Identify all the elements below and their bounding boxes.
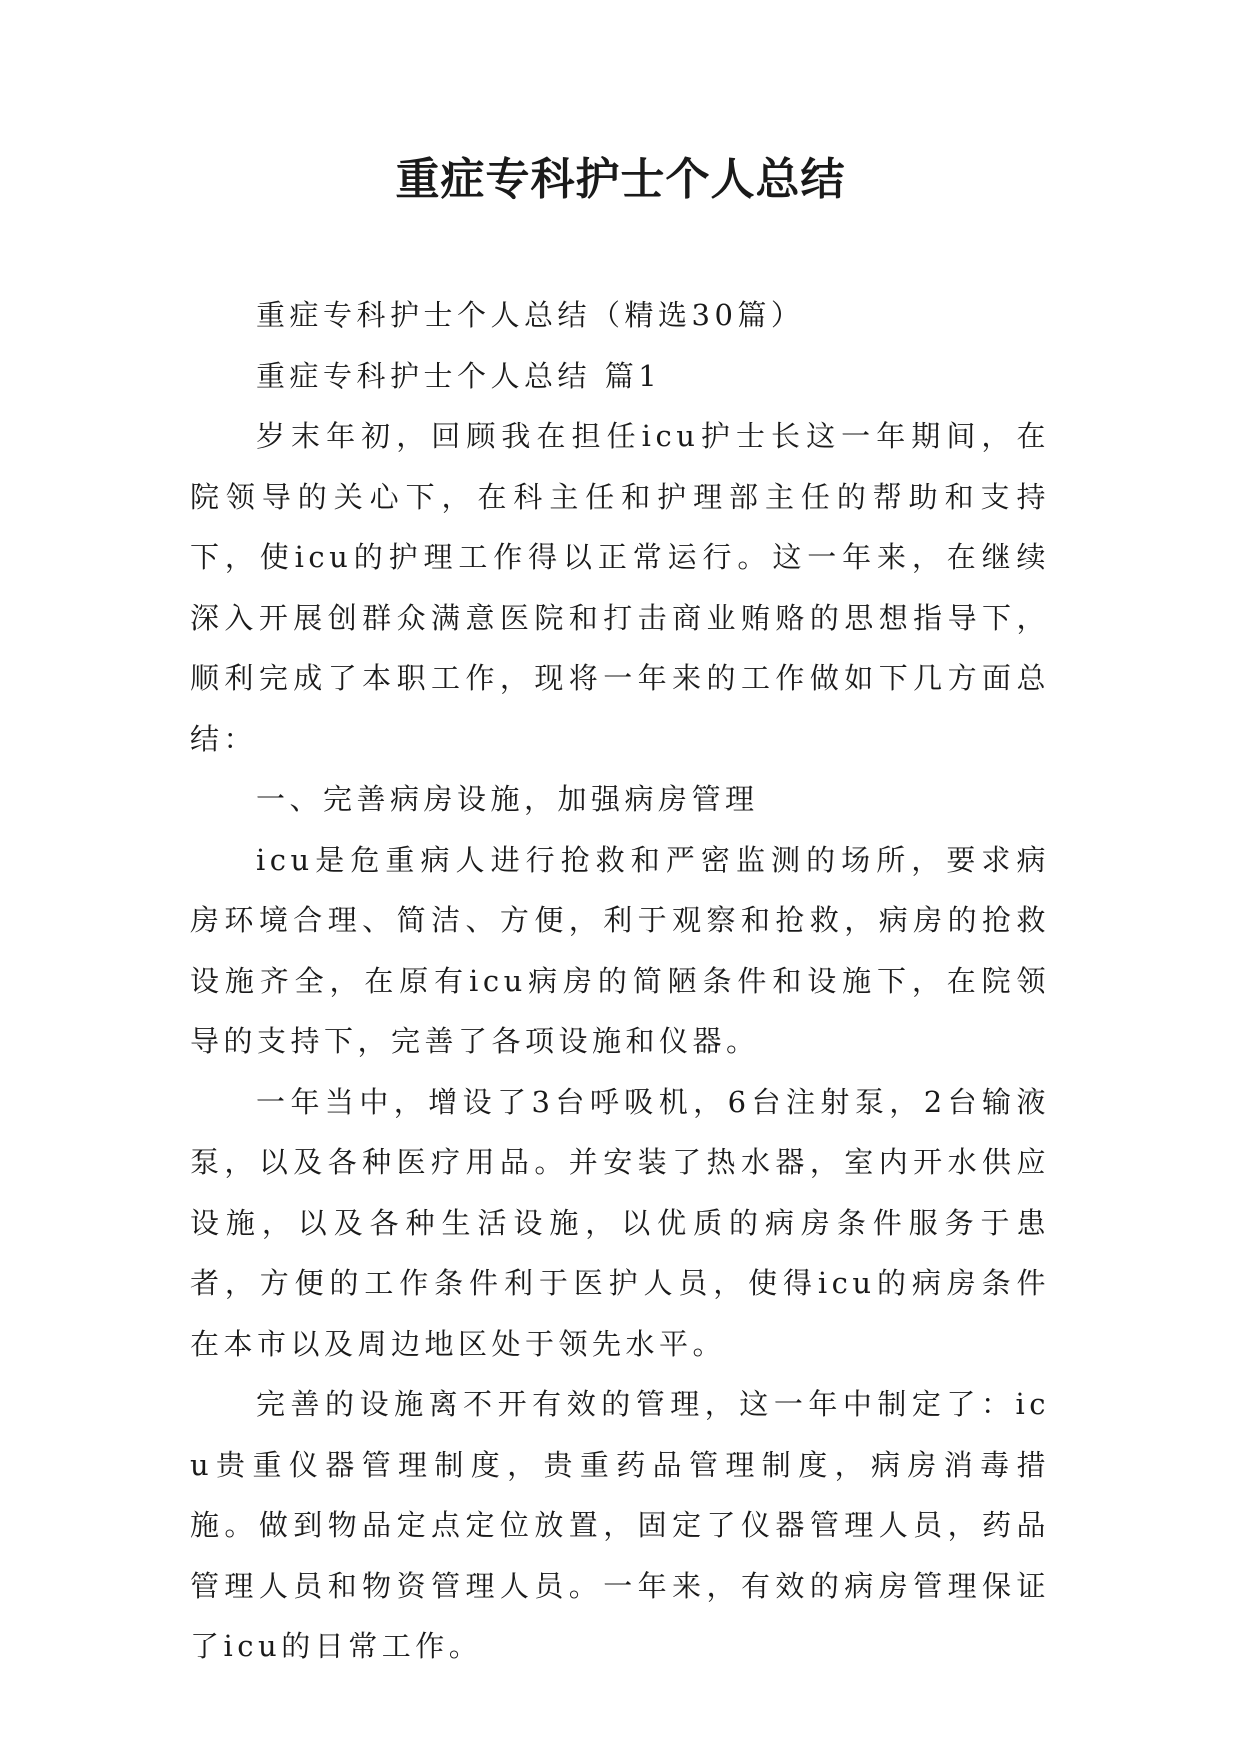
body-paragraph: 岁末年初，回顾我在担任icu护士长这一年期间，在院领导的关心下，在科主任和护理部主任的帮助和支持下，使icu的护理工作得以正常运行。这一年来，在继续深入开展创群众满意医院和打击商业贿赂的思想指导下，顺利完成了本职工作，现将一年来的工作做如下几方面总结： [190, 419, 1050, 756]
document-body [190, 285, 1050, 1677]
body-paragraph: icu是危重病人进行抢救和严密监测的场所，要求病房环境合理、简洁、方便，利于观察和抢救，病房的抢救设施齐全，在原有icu病房的简陋条件和设施下，在院领导的支持下，完善了各项设施和仪器。 [190, 842, 1050, 1058]
body-paragraph: 完善的设施离不开有效的管理，这一年中制定了：icu贵重仪器管理制度，贵重药品管理制度，病房消毒措施。做到物品定点定位放置，固定了仪器管理人员，药品管理人员和物资管理人员。一年来，有效的病房管理保证了icu的日常工作。 [190, 1387, 1050, 1663]
section-heading: 重症专科护士个人总结 篇1 [256, 358, 662, 393]
subtitle-paragraph: 重症专科护士个人总结（精选30篇） [256, 298, 805, 332]
body-paragraph: 一年当中，增设了3台呼吸机，6台注射泵，2台输液泵，以及各种医疗用品。并安装了热水器，室内开水供应设施，以及各种生活设施，以优质的病房条件服务于患者，方便的工作条件利于医护人员，使得icu的病房条件在本市以及周边地区处于领先水平。 [190, 1084, 1050, 1361]
document-title: 重症专科护士个人总结 [395, 154, 846, 205]
subsection-heading: 一、完善病房设施，加强病房管理 [256, 782, 759, 816]
